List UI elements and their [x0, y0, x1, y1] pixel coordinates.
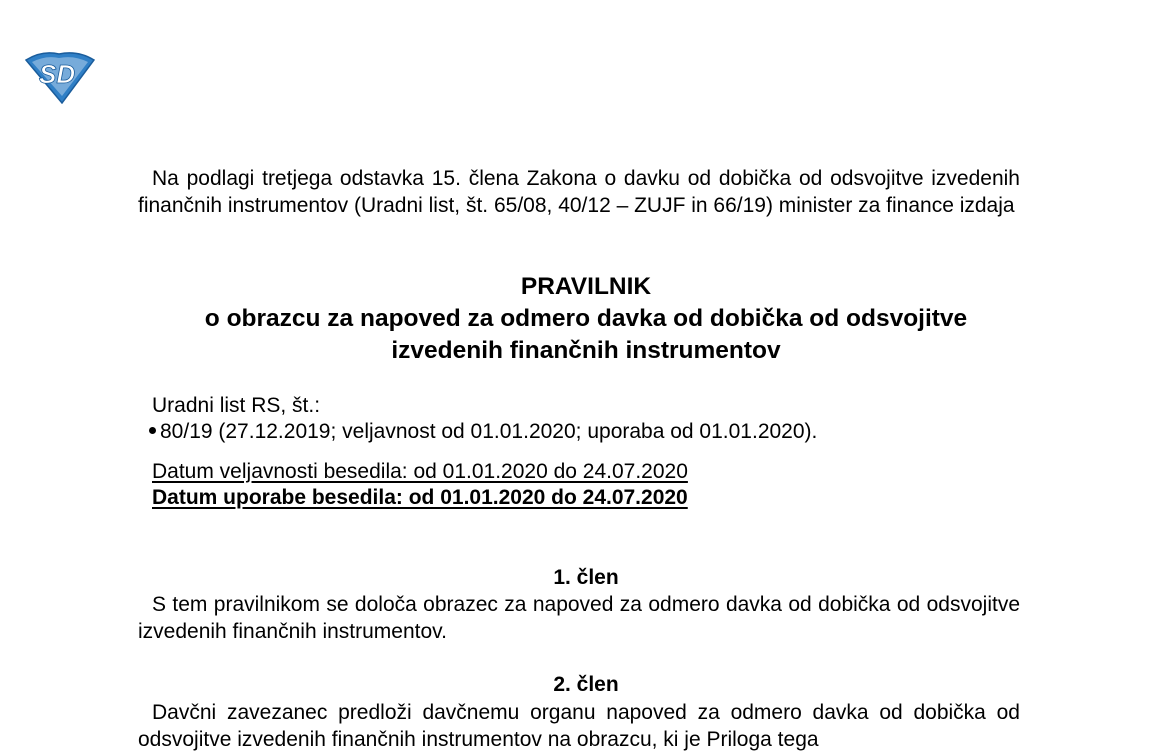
gazette-entry [152, 419, 817, 445]
sd-logo-icon [22, 48, 96, 104]
document-title [138, 271, 1034, 367]
usage-date: Datum uporabe besedila: od 01.01.2020 do 24.07.2020 [152, 486, 688, 509]
intro-paragraph: Na podlagi tretjega odstavka 15. člena Zakona o davku od dobička od odsvojitve izvedenih finančnih instrumentov (Uradni list, št. 65/08, 40/12 – ZUJF in 66/19) minister za finance izdaja [138, 167, 1020, 217]
gazette-label: Uradni list RS, št.: [152, 394, 321, 417]
title-line-1: PRAVILNIK [520, 273, 652, 300]
bullet-icon [149, 427, 156, 434]
article-1-text: S tem pravilnikom se določa obrazec za napoved za odmero davka od dobička od odsvojitve izvedenih finančnih instrumentov. [138, 593, 1020, 643]
gazette-entry-text: 80/19 (27.12.2019; veljavnost od 01.01.2020; uporaba od 01.01.2020). [160, 420, 818, 443]
article-1-heading: 1. člen [553, 566, 619, 589]
logo-letters: SD [39, 59, 76, 89]
article-2-heading: 2. člen [553, 673, 619, 696]
article-2-text: Davčni zavezanec predloži davčnemu organu napoved za odmero davka od dobička od odsvojitve izvedenih finančnih instrumentov na obrazcu, ki je Priloga tega [138, 701, 1020, 751]
validity-date: Datum veljavnosti besedila: od 01.01.2020 do 24.07.2020 [152, 460, 688, 483]
title-line-2: o obrazcu za napoved za odmero davka od dobička od odsvojitve [204, 305, 968, 332]
title-line-3: izvedenih finančnih instrumentov [391, 337, 781, 364]
